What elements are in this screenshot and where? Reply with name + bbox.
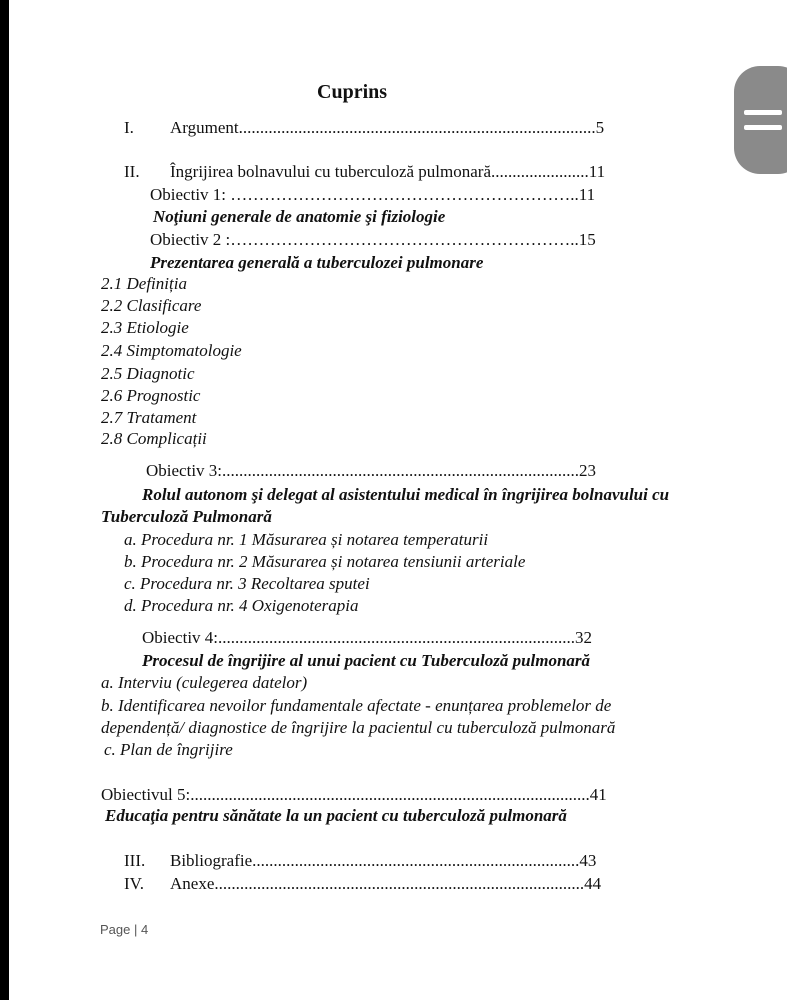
toc-entry: Obiectiv 1: ……………………………………………………..11	[150, 185, 596, 204]
toc-entry: Anexe.......................................................................................44	[170, 874, 602, 893]
toc-numeral: III.	[124, 851, 146, 870]
toc-subitem: a. Interviu (culegerea datelor)	[101, 673, 308, 692]
toc-entry: Îngrijirea bolnavului cu tuberculoză pulmonară.......................11	[170, 162, 606, 181]
toc-numeral: IV.	[124, 874, 144, 893]
toc-subitem: a. Procedura nr. 1 Măsurarea și notarea temperaturii	[124, 530, 489, 549]
toc-subitem: 2.3 Etiologie	[101, 318, 189, 337]
toc-subitem: 2.5 Diagnotic	[101, 364, 195, 383]
toc-subitem: b. Identificarea nevoilor fundamentale afectate - enunțarea problemelor de	[101, 696, 612, 715]
toc-subheading: Procesul de îngrijire al unui pacient cu Tuberculoză pulmonară	[142, 651, 591, 670]
toc-subheading: Tuberculoză Pulmonară	[101, 507, 272, 526]
left-page-edge	[0, 0, 9, 1000]
toc-entry: Bibliografie.............................................................................43	[170, 851, 597, 870]
menu-button[interactable]	[734, 66, 787, 174]
toc-entry: Obiectiv 3:....................................................................................23	[146, 461, 597, 480]
toc-entry: Obiectiv 2 :……………………………………………………..15	[150, 230, 596, 249]
toc-subitem: 2.1 Definiția	[101, 274, 187, 293]
toc-entry: Argument....................................................................................5	[170, 118, 605, 137]
toc-subitem: 2.2 Clasificare	[101, 296, 202, 315]
toc-subheading: Noţiuni generale de anatomie şi fiziologie	[153, 207, 446, 226]
toc-subitem: c. Plan de îngrijire	[104, 740, 233, 759]
toc-numeral: I.	[124, 118, 134, 137]
toc-numeral: II.	[124, 162, 140, 181]
toc-subitem: dependență/ diagnostice de îngrijire la pacientul cu tuberculoză pulmonară	[101, 718, 616, 737]
toc-subheading: Prezentarea generală a tuberculozei pulmonare	[150, 253, 484, 272]
toc-subheading: Educaţia pentru sănătate la un pacient cu tuberculoză pulmonară	[105, 806, 567, 825]
page-title: Cuprins	[317, 81, 388, 103]
toc-subheading: Rolul autonom şi delegat al asistentului medical în îngrijirea bolnavului cu	[142, 485, 670, 504]
toc-subitem: d. Procedura nr. 4 Oxigenoterapia	[124, 596, 359, 615]
toc-subitem: 2.8 Complicații	[101, 429, 207, 448]
toc-subitem: 2.4 Simptomatologie	[101, 341, 242, 360]
toc-subitem: b. Procedura nr. 2 Măsurarea și notarea tensiunii arteriale	[124, 552, 526, 571]
page-number: Page | 4	[100, 922, 149, 937]
toc-entry: Obiectiv 4:....................................................................................32	[142, 628, 593, 647]
toc-subitem: 2.6 Prognostic	[101, 386, 201, 405]
toc-subitem: 2.7 Tratament	[101, 408, 197, 427]
toc-subitem: c. Procedura nr. 3 Recoltarea sputei	[124, 574, 370, 593]
toc-entry: Obiectivul 5:..............................................................................................41	[101, 785, 607, 804]
